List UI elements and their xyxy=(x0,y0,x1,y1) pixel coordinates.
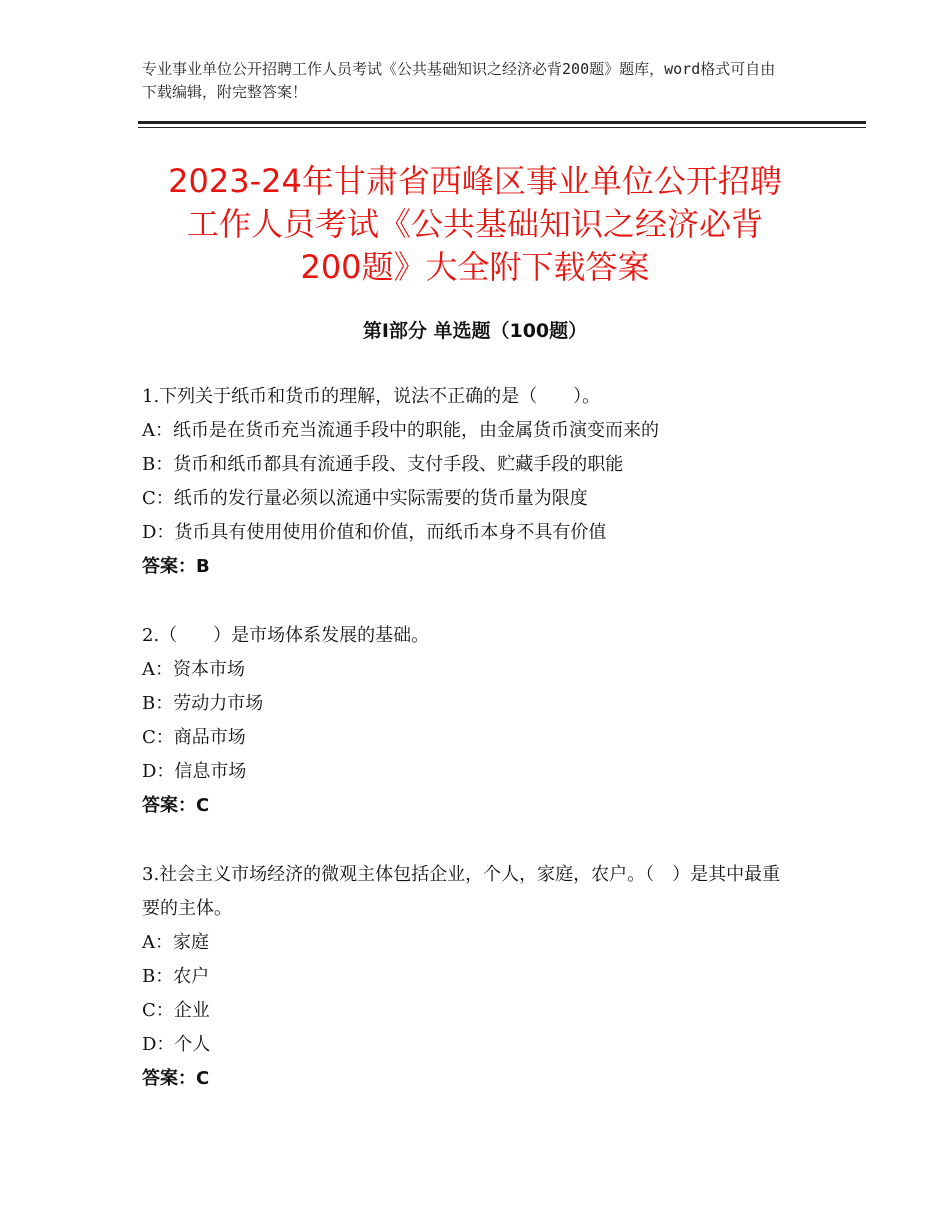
header-rule-thin xyxy=(138,127,866,128)
title-line: 2023-24年甘肃省西峰区事业单位公开招聘 xyxy=(168,162,782,200)
answer: 答案：B xyxy=(142,556,210,577)
document-title xyxy=(100,160,850,289)
option-d: D：货币具有使用使用价值和价值，而纸币本身不具有价值 xyxy=(142,522,607,543)
option-c: C：企业 xyxy=(142,1000,210,1021)
section-title: 第Ⅰ部分 单选题（100题） xyxy=(362,320,588,342)
header-rule-thick xyxy=(138,121,866,124)
option-b: B：农户 xyxy=(142,966,210,987)
question-stem: 1.下列关于纸币和货币的理解，说法不正确的是（ ）。 xyxy=(142,386,601,407)
option-a: A：纸币是在货币充当流通手段中的职能，由金属货币演变而来的 xyxy=(142,420,659,441)
option-c: C：商品市场 xyxy=(142,727,246,748)
question-stem: 2.（ ）是市场体系发展的基础。 xyxy=(142,625,430,646)
option-d: D：个人 xyxy=(142,1034,211,1055)
question-stem: 3.社会主义市场经济的微观主体包括企业，个人，家庭，农户。（ ）是其中最重要的主体。 xyxy=(142,864,781,919)
option-a: A：家庭 xyxy=(142,932,209,953)
option-a: A：资本市场 xyxy=(142,659,245,680)
question-1 xyxy=(142,380,782,584)
option-d: D：信息市场 xyxy=(142,761,247,782)
option-b: B：货币和纸币都具有流通手段、支付手段、贮藏手段的职能 xyxy=(142,454,624,475)
title-line: 200题》大全附下载答案 xyxy=(300,248,650,286)
question-2 xyxy=(142,619,782,823)
title-line: 工作人员考试《公共基础知识之经济必背 xyxy=(186,205,763,243)
question-3 xyxy=(142,858,782,1096)
header-note: 专业事业单位公开招聘工作人员考试《公共基础知识之经济必背200题》题库，word格式可自由下载编辑，附完整答案！ xyxy=(142,60,776,101)
option-b: B：劳动力市场 xyxy=(142,693,264,714)
answer: 答案：C xyxy=(142,1068,210,1089)
answer: 答案：C xyxy=(142,795,210,816)
option-c: C：纸币的发行量必须以流通中实际需要的货币量为限度 xyxy=(142,488,588,509)
